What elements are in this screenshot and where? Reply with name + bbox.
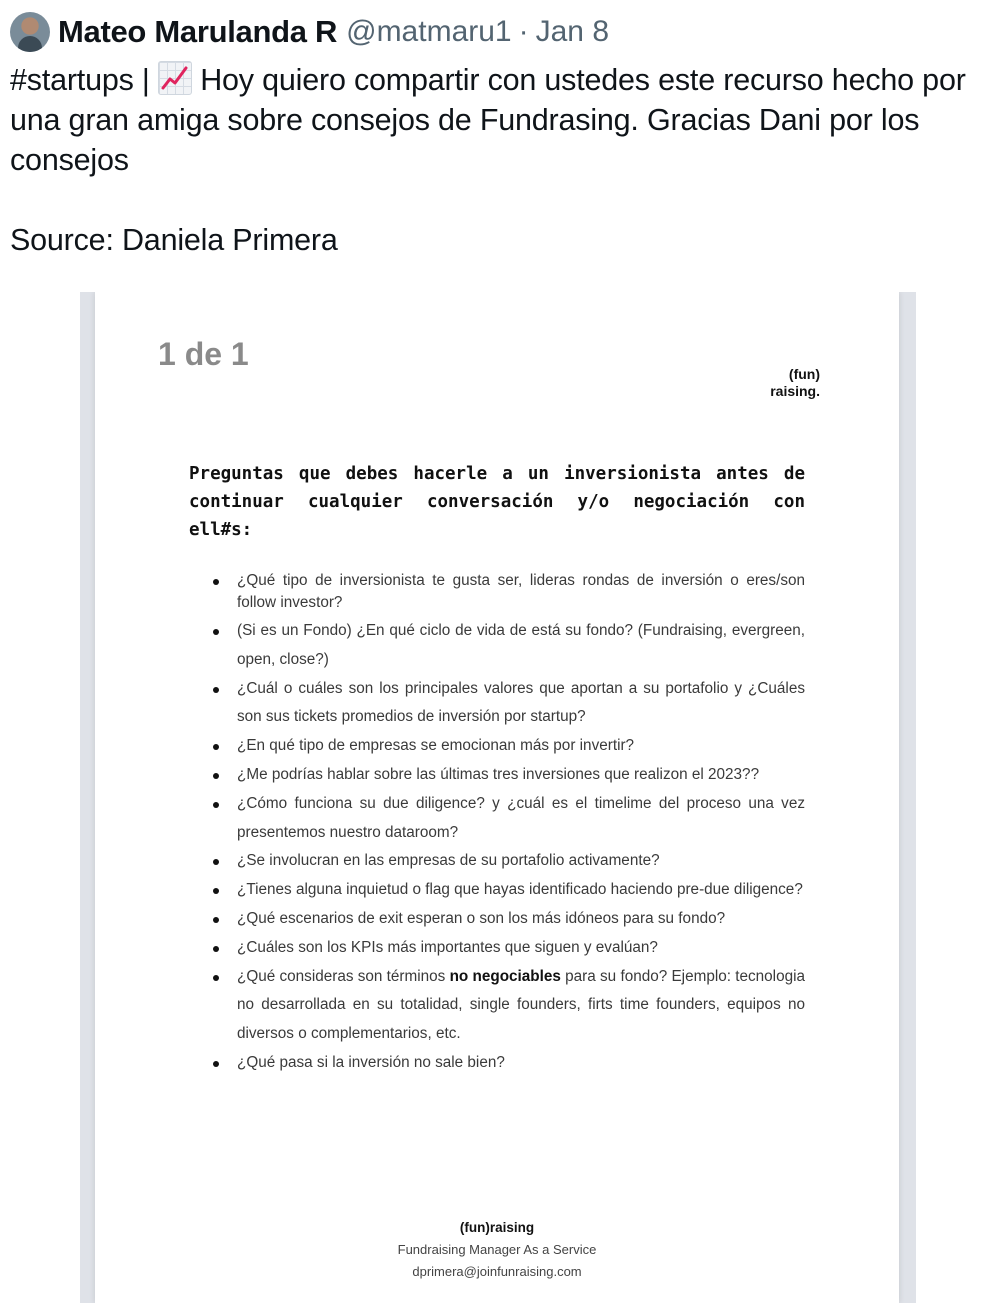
- author-name[interactable]: Mateo Marulanda R: [58, 14, 338, 49]
- footer-brand: (fun)raising: [459, 1220, 535, 1235]
- list-item: ¿Tienes alguna inquietud o flag que hayas identificado haciendo pre-due diligence?: [189, 876, 805, 905]
- list-item: ¿Qué escenarios de exit esperan o son los más idóneos para su fondo?: [189, 905, 805, 934]
- list-item: ¿En qué tipo de empresas se emocionan más por invertir?: [189, 732, 805, 761]
- page-counter: 1 de 1: [158, 336, 249, 372]
- chart-increasing-icon: [158, 61, 192, 95]
- question-list: [189, 570, 805, 1078]
- list-item: ¿Se involucran en las empresas de su portafolio activamente?: [189, 847, 805, 876]
- list-item: [189, 963, 805, 1049]
- hashtag-text[interactable]: #startups |: [10, 63, 158, 97]
- document-page: [95, 292, 899, 1303]
- document-heading: Preguntas que debes hacerle a un inversionista antes de continuar cualquier conversación y/o negociación con ell#s:: [189, 464, 805, 540]
- author-handle[interactable]: @matmaru1: [346, 15, 512, 48]
- meta-separator: ·: [518, 15, 529, 48]
- list-item: ¿Cuáles son los KPIs más importantes que siguen y evalúan?: [189, 934, 805, 963]
- tweet-date[interactable]: Jan 8: [535, 15, 609, 48]
- tweet-source-line: Source: Daniela Primera: [10, 223, 338, 257]
- list-item: ¿Qué tipo de inversionista te gusta ser, lideras rondas de inversión o eres/son follow investor?: [189, 570, 805, 614]
- list-item: ¿Cómo funciona su due diligence? y ¿cuál es el timelime del proceso una vez presentemos nuestro dataroom?: [189, 790, 805, 848]
- q11-bold-text: no negociables: [449, 967, 561, 985]
- logo-line-1: (fun): [788, 366, 820, 382]
- avatar[interactable]: [10, 12, 50, 52]
- q11-text-end: para su fondo? Ejemplo: tecnologia no desarrollada en su totalidad, single founders, firts time founders, equipos no diversos o complementarios, etc.: [237, 967, 805, 1043]
- q11-text-start: ¿Qué consideras son términos: [237, 967, 450, 985]
- attached-image[interactable]: [80, 292, 916, 1303]
- list-item: ¿Cuál o cuáles son los principales valores que aportan a su portafolio y ¿Cuáles son sus tickets promedios de inversión por startup?: [189, 675, 805, 733]
- logo-line-2: raising.: [770, 383, 820, 399]
- tweet-header: [10, 10, 609, 54]
- tweet-body: [10, 60, 990, 260]
- list-item: ¿Qué pasa si la inversión no sale bien?: [189, 1049, 805, 1078]
- tweet-text-main: Hoy quiero compartir con ustedes este recurso hecho por una gran amiga sobre consejos de Fundrasing. Gracias Dani por los consejos: [10, 63, 966, 177]
- funraising-logo: [770, 366, 820, 400]
- list-item: (Si es un Fondo) ¿En qué ciclo de vida de está su fondo? (Fundraising, evergreen, open, close?): [189, 617, 805, 675]
- footer-tagline: Fundraising Manager As a Service: [397, 1242, 597, 1257]
- tweet-text-paragraph: [10, 60, 990, 180]
- document-footer: [95, 1217, 899, 1283]
- list-item: ¿Me podrías hablar sobre las últimas tres inversiones que realizon el 2023??: [189, 761, 805, 790]
- footer-email: dprimera@joinfunraising.com: [412, 1264, 582, 1279]
